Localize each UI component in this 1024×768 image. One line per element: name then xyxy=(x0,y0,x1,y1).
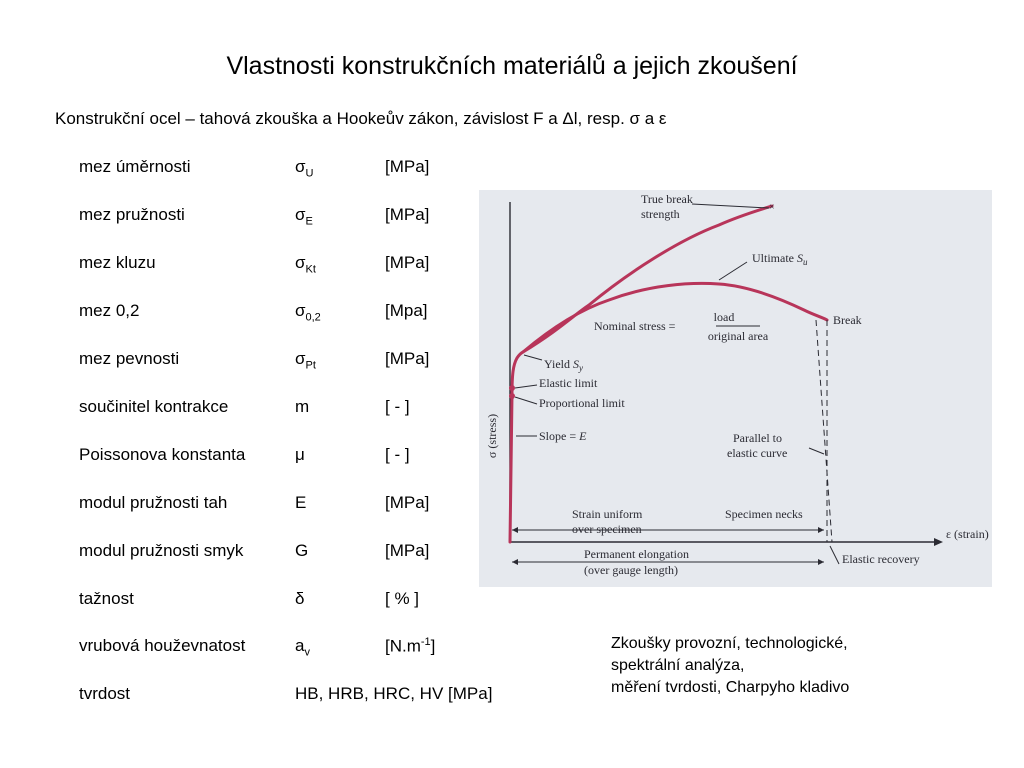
property-symbol: E xyxy=(295,493,307,512)
property-name: Poissonova konstanta xyxy=(79,445,246,464)
elastic-limit-point xyxy=(509,385,515,391)
property-unit: [ - ] xyxy=(385,397,410,416)
nominal-stress-label: Nominal stress = xyxy=(594,319,676,333)
permanent-elongation-label: (over gauge length) xyxy=(584,563,678,577)
proportional-limit-label: Proportional limit xyxy=(539,396,625,410)
break-label: Break xyxy=(833,313,862,327)
property-symbol: $\sigma_E$ xyxy=(295,205,313,228)
note-line: spektrální analýza, xyxy=(611,657,745,674)
property-symbol: $a_v$ xyxy=(295,636,310,659)
property-unit: [ - ] xyxy=(385,445,410,464)
note-line: měření tvrdosti, Charpyho kladivo xyxy=(611,679,850,696)
property-symbol: HB, HRB, HRC, HV [MPa] xyxy=(295,684,493,703)
yield-label: Yield $S_y$ xyxy=(544,357,583,373)
nominal-stress-numerator: load xyxy=(713,310,735,324)
parallel-label: elastic curve xyxy=(727,446,788,460)
property-name: modul pružnosti tah xyxy=(79,493,228,512)
property-symbol: μ xyxy=(295,445,305,464)
true-break-label: strength xyxy=(641,207,680,221)
parallel-label: Parallel to xyxy=(733,431,782,445)
property-symbol: $\sigma_U$ xyxy=(295,157,314,180)
property-name: mez pružnosti xyxy=(79,205,185,224)
strain-uniform-label: Strain uniform xyxy=(572,507,643,521)
proportional-limit-point xyxy=(509,393,515,399)
property-symbol: $\sigma_{Kt}$ xyxy=(295,253,316,276)
slide-title: Vlastnosti konstrukčních materiálů a jejich zkoušení xyxy=(226,52,798,80)
ultimate-label: Ultimate $S_u$ xyxy=(752,251,808,267)
slope-label: Slope = E xyxy=(539,429,587,443)
property-unit: [MPa] xyxy=(385,205,430,224)
property-unit: [Mpa] xyxy=(385,301,428,320)
property-name: mez 0,2 xyxy=(79,301,140,320)
note-line: Zkoušky provozní, technologické, xyxy=(611,635,848,652)
true-break-label: True break xyxy=(641,192,693,206)
elastic-limit-label: Elastic limit xyxy=(539,376,598,390)
property-name: mez kluzu xyxy=(79,253,156,272)
property-unit: [MPa] xyxy=(385,157,430,176)
permanent-elongation-label: Permanent elongation xyxy=(584,547,689,561)
specimen-necks-label: Specimen necks xyxy=(725,507,803,521)
stress-strain-diagram xyxy=(479,190,992,587)
property-unit: [ % ] xyxy=(385,589,420,608)
property-name: modul pružnosti smyk xyxy=(79,541,244,560)
strain-uniform-label: over specimen xyxy=(572,522,642,536)
tests-note xyxy=(611,633,849,699)
y-axis-label: σ (stress) xyxy=(485,413,499,459)
true-break-marker: × xyxy=(769,202,775,213)
property-unit: [MPa] xyxy=(385,253,430,272)
property-symbol: $\sigma_{Pt}$ xyxy=(295,349,316,372)
x-axis-label: ε (strain) xyxy=(946,527,989,541)
property-unit: [MPa] xyxy=(385,541,430,560)
property-name: tažnost xyxy=(79,589,134,608)
property-name: součinitel kontrakce xyxy=(79,397,229,416)
property-unit: [MPa] xyxy=(385,493,430,512)
property-name: vrubová houževnatost xyxy=(79,636,246,655)
slide-subtitle: Konstrukční ocel – tahová zkouška a Hookeův zákon, závislost F a Δl, resp. σ a ε xyxy=(55,109,667,128)
property-name: mez pevnosti xyxy=(79,349,180,368)
property-symbol: G xyxy=(295,541,309,560)
property-symbol: $\sigma_{0,2}$ xyxy=(295,301,321,324)
property-symbol: m xyxy=(295,397,310,416)
property-unit: [MPa] xyxy=(385,349,430,368)
property-unit: $[N.m^{-1}]$ xyxy=(385,636,436,656)
nominal-stress-denominator: original area xyxy=(707,329,769,343)
elastic-recovery-label: Elastic recovery xyxy=(842,552,920,566)
property-name: mez úměrnosti xyxy=(79,157,191,176)
property-symbol: δ xyxy=(295,589,305,608)
property-name: tvrdost xyxy=(79,684,131,703)
